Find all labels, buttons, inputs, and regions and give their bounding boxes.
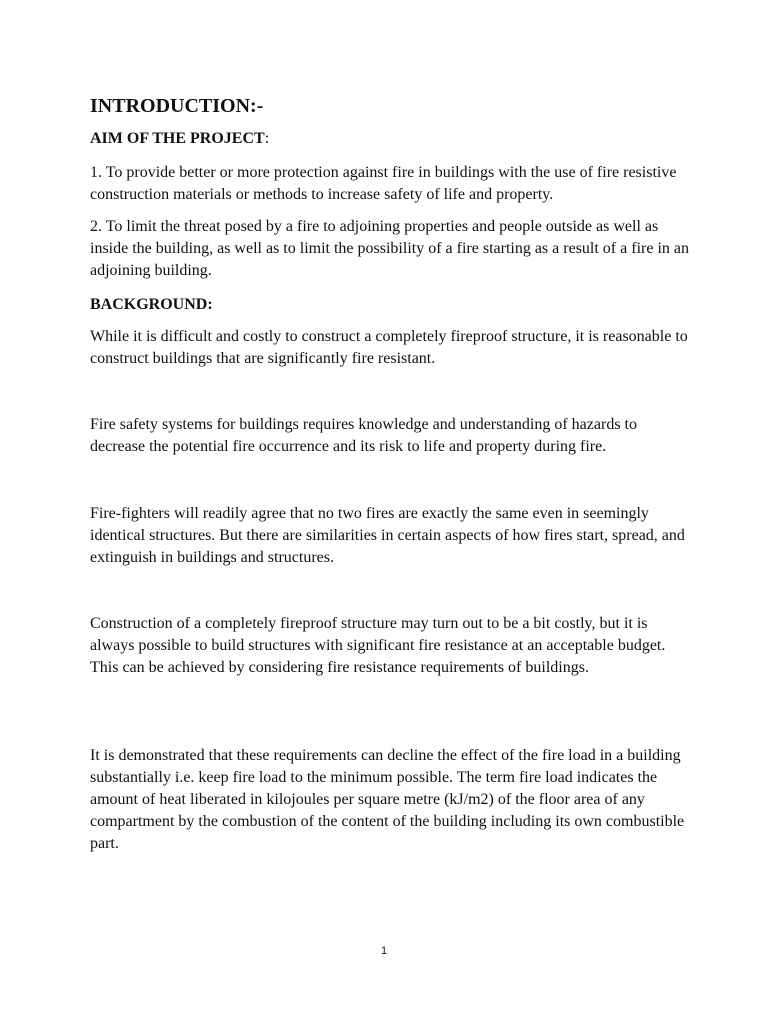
paragraph-5: It is demonstrated that these requirements can decline the effect of the fire load in a building substantially i.e. keep fire load to the minimum possible. The term fire load indicates the amount of heat liberated in kilojoules per square metre (kJ/m2) of the floor area of any compartment by the combustion of the content of the building including its own combustible part.	[90, 747, 685, 852]
paragraph-1: While it is difficult and costly to construct a completely fireproof structure, it is reasonable to construct buildings that are significantly fire resistant.	[90, 328, 688, 367]
paragraph-3: Fire-fighters will readily agree that no two fires are exactly the same even in seemingly identical structures. But there are similarities in certain aspects of how fires start, spread, and extinguish in buildings and structures.	[90, 505, 685, 566]
background-heading: BACKGROUND:	[90, 296, 213, 313]
aim-item-2: 2. To limit the threat posed by a fire to adjoining properties and people outside as well as inside the building, as well as to limit the possibility of a fire starting as a result of a fire in an adjoining building.	[90, 218, 689, 279]
page-title: INTRODUCTION:-	[90, 95, 264, 117]
aim-heading-colon: :	[264, 130, 270, 147]
paragraph-2: Fire safety systems for buildings requires knowledge and understanding of hazards to decrease the potential fire occurrence and its risk to life and property during fire.	[90, 416, 637, 455]
aim-heading	[90, 128, 690, 150]
paragraph-4: Construction of a completely fireproof structure may turn out to be a bit costly, but it is always possible to build structures with significant fire resistance at an acceptable budget. This can be achieved by considering fire resistance requirements of buildings.	[90, 615, 666, 676]
page-number: 1	[380, 945, 388, 957]
aim-heading-label: AIM OF THE PROJECT	[90, 130, 265, 147]
aim-item-1: 1. To provide better or more protection against fire in buildings with the use of fire resistive construction materials or methods to increase safety of life and property.	[90, 164, 677, 203]
